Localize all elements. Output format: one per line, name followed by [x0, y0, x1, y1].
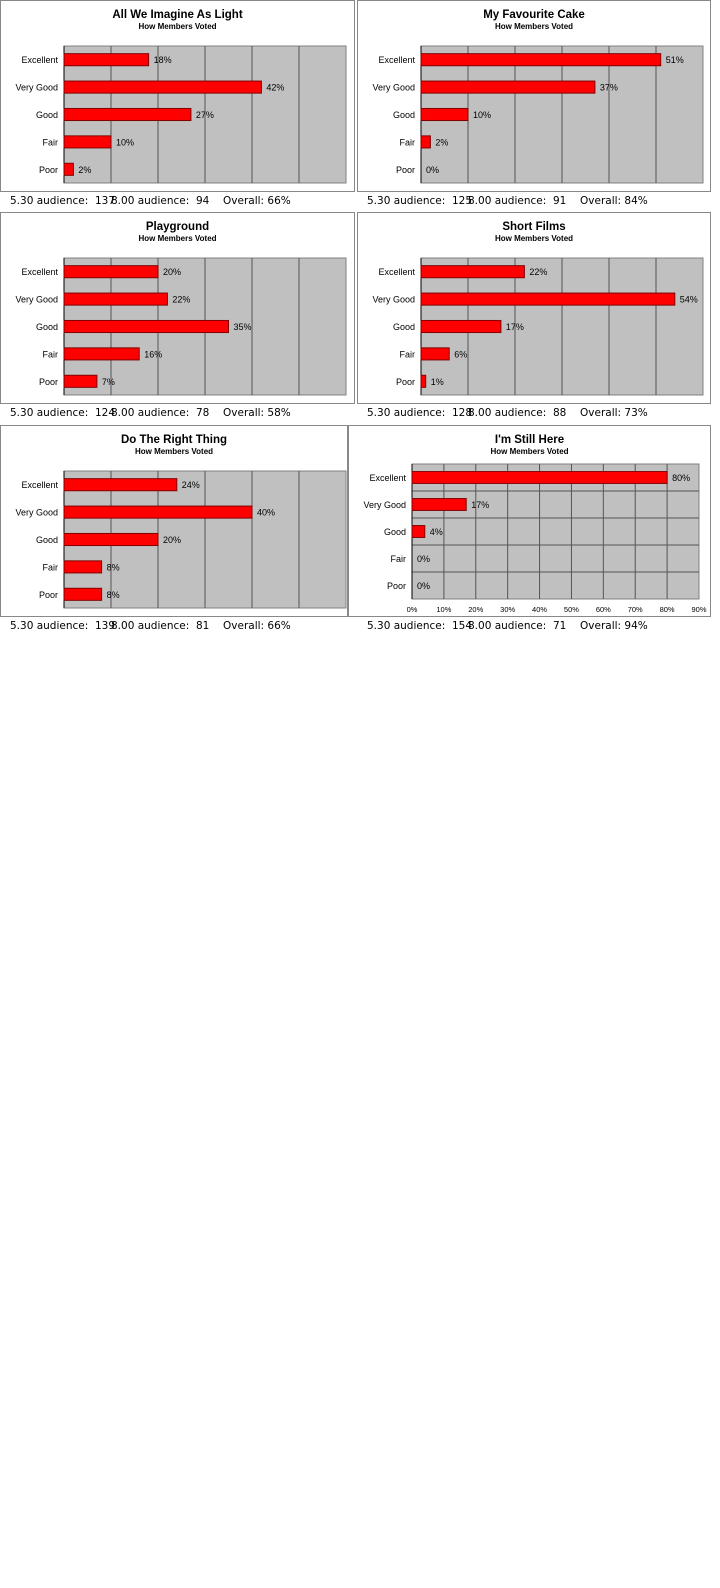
data-label: 27%	[195, 110, 214, 120]
category-label: Excellent	[21, 267, 58, 278]
stat-800	[111, 405, 209, 421]
bar-very-good	[64, 506, 252, 518]
stat-530	[10, 618, 115, 634]
x-tick-label: 40%	[532, 605, 548, 614]
category-label: Poor	[386, 581, 406, 591]
stat-overall-label: Overall:	[580, 407, 622, 419]
stat-800-label: 8.00 audience:	[468, 620, 547, 632]
data-label: 10%	[116, 137, 135, 148]
bar-good	[421, 320, 501, 332]
data-label: 42%	[266, 82, 285, 93]
stat-800-value: 94	[195, 195, 210, 207]
stat-800-label: 8.00 audience:	[111, 407, 190, 419]
stat-800-label: 8.00 audience:	[468, 195, 547, 207]
stat-overall-label: Overall:	[580, 195, 622, 207]
stat-overall-value: 84%	[624, 195, 648, 207]
data-label: 24%	[181, 480, 200, 491]
x-tick-label: 60%	[595, 605, 611, 614]
bar-fair	[421, 348, 449, 360]
bar-fair	[64, 561, 102, 573]
stat-overall-label: Overall:	[223, 195, 265, 207]
bar-very-good	[64, 293, 167, 305]
stat-800	[468, 618, 566, 634]
stat-800	[468, 405, 566, 421]
category-label: Excellent	[378, 55, 415, 66]
x-tick-label: 90%	[691, 605, 707, 614]
category-label: Fair	[42, 349, 58, 360]
data-label: 80%	[672, 473, 691, 483]
stat-530-value: 137	[94, 195, 116, 207]
bar-very-good	[421, 293, 675, 305]
plot-area	[412, 464, 699, 599]
category-label: Good	[35, 322, 58, 332]
data-label: 22%	[172, 294, 191, 305]
category-label: Poor	[38, 376, 58, 387]
data-label: 1%	[430, 376, 444, 387]
bar-fair	[64, 348, 139, 360]
category-label: Good	[35, 535, 58, 545]
data-label: 20%	[163, 267, 182, 278]
stat-overall-label: Overall:	[223, 407, 265, 419]
bar-fair	[421, 136, 430, 148]
chart-short-films	[357, 212, 711, 404]
data-label: 35%	[233, 322, 252, 332]
data-label: 40%	[257, 507, 276, 518]
x-tick-label: 0%	[406, 605, 418, 614]
data-label: 16%	[144, 349, 163, 360]
bar-excellent	[421, 54, 661, 66]
bar-very-good	[412, 499, 466, 511]
bar-excellent	[64, 266, 158, 278]
data-label: 7%	[101, 376, 115, 387]
stat-800-value: 78	[195, 407, 210, 419]
data-label: 54%	[679, 294, 698, 305]
stat-800	[468, 193, 566, 209]
stat-overall	[223, 618, 291, 634]
category-label: Very Good	[363, 500, 406, 510]
data-label: 0%	[417, 554, 431, 564]
bar-poor	[64, 588, 102, 600]
stat-530-value: 139	[94, 620, 116, 632]
data-label: 51%	[665, 55, 684, 66]
stat-800-value: 88	[552, 407, 567, 419]
data-label: 0%	[426, 164, 440, 175]
category-label: Excellent	[369, 473, 406, 483]
bar-very-good	[421, 81, 595, 93]
chart-im-still-here	[348, 425, 711, 617]
stat-530	[367, 193, 472, 209]
data-label: 4%	[429, 527, 443, 537]
stat-530	[10, 193, 115, 209]
chart-playground	[0, 212, 355, 404]
stat-530	[367, 405, 472, 421]
stat-530-label: 5.30 audience:	[367, 195, 446, 207]
bar-good	[412, 526, 425, 538]
stat-530-value: 128	[451, 407, 473, 419]
chart-subtitle: How Members Voted	[490, 447, 569, 456]
category-label: Very Good	[15, 294, 58, 305]
x-tick-label: 30%	[500, 605, 516, 614]
bar-poor	[64, 375, 97, 387]
stat-overall	[223, 193, 291, 209]
bar-excellent	[64, 54, 149, 66]
chart-title: Do The Right Thing	[120, 434, 228, 446]
x-tick-label: 20%	[468, 605, 484, 614]
category-label: Good	[383, 527, 406, 537]
category-label: Very Good	[372, 82, 415, 93]
chart-title: Short Films	[502, 221, 566, 233]
audience-stats	[367, 405, 648, 421]
x-tick-label: 70%	[627, 605, 643, 614]
stat-530-value: 125	[451, 195, 473, 207]
bar-poor	[64, 163, 73, 175]
bar-poor	[421, 375, 426, 387]
category-label: Poor	[38, 589, 58, 600]
bar-good	[64, 108, 191, 120]
stat-overall-label: Overall:	[223, 620, 265, 632]
stat-overall-label: Overall:	[580, 620, 622, 632]
stat-530-label: 5.30 audience:	[10, 620, 89, 632]
category-label: Poor	[38, 164, 58, 175]
bar-excellent	[421, 266, 524, 278]
stat-530-value: 154	[451, 620, 473, 632]
category-label: Poor	[395, 376, 415, 387]
chart-subtitle: How Members Voted	[138, 234, 217, 243]
stat-530-label: 5.30 audience:	[10, 407, 89, 419]
category-label: Fair	[399, 349, 415, 360]
stat-800	[111, 193, 209, 209]
bar-fair	[64, 136, 111, 148]
data-label: 17%	[505, 322, 524, 332]
stat-530-label: 5.30 audience:	[10, 195, 89, 207]
category-label: Good	[392, 322, 415, 332]
category-label: Fair	[390, 554, 406, 564]
stat-overall-value: 94%	[624, 620, 648, 632]
audience-stats	[10, 193, 291, 209]
category-label: Excellent	[378, 267, 415, 278]
category-label: Fair	[42, 137, 58, 148]
stat-530-value: 124	[94, 407, 116, 419]
stat-800-label: 8.00 audience:	[468, 407, 547, 419]
bar-good	[64, 533, 158, 545]
stat-800	[111, 618, 209, 634]
data-label: 0%	[417, 581, 431, 591]
category-label: Very Good	[15, 507, 58, 518]
chart-title: My Favourite Cake	[483, 9, 585, 21]
category-label: Very Good	[15, 82, 58, 93]
chart-my-favourite-cake	[357, 0, 711, 192]
x-tick-label: 80%	[659, 605, 675, 614]
data-label: 6%	[454, 349, 468, 360]
stat-530	[10, 405, 115, 421]
stat-800-label: 8.00 audience:	[111, 195, 190, 207]
category-label: Very Good	[372, 294, 415, 305]
bar-good	[421, 108, 468, 120]
stat-800-value: 71	[552, 620, 567, 632]
category-label: Good	[35, 110, 58, 120]
chart-subtitle: How Members Voted	[134, 447, 214, 456]
stat-overall-value: 58%	[267, 407, 291, 419]
audience-stats	[367, 618, 648, 634]
chart-do-the-right-thing	[0, 425, 348, 617]
stat-800-label: 8.00 audience:	[111, 620, 190, 632]
stat-overall-value: 73%	[624, 407, 648, 419]
audience-stats	[10, 405, 291, 421]
audience-stats	[367, 193, 648, 209]
x-tick-label: 50%	[563, 605, 579, 614]
bar-good	[64, 320, 229, 332]
stat-overall	[223, 405, 291, 421]
x-tick-label: 10%	[436, 605, 452, 614]
chart-title: Playground	[145, 221, 210, 233]
data-label: 2%	[78, 164, 92, 175]
chart-subtitle: How Members Voted	[494, 234, 574, 243]
stat-530-label: 5.30 audience:	[367, 407, 446, 419]
data-label: 37%	[599, 82, 618, 93]
chart-subtitle: How Members Voted	[138, 22, 217, 31]
stat-overall	[580, 193, 648, 209]
data-label: 18%	[153, 55, 172, 66]
category-label: Fair	[42, 562, 58, 573]
stat-overall-value: 66%	[267, 620, 291, 632]
stat-overall-value: 66%	[267, 195, 291, 207]
stat-800-value: 91	[552, 195, 567, 207]
category-label: Excellent	[21, 480, 58, 491]
data-label: 8%	[106, 562, 120, 573]
stat-overall	[580, 405, 648, 421]
data-label: 10%	[473, 110, 492, 120]
chart-all-we-imagine-as-light	[0, 0, 355, 192]
category-label: Fair	[399, 137, 415, 148]
category-label: Good	[392, 110, 415, 120]
data-label: 2%	[435, 137, 449, 148]
category-label: Excellent	[21, 55, 58, 66]
data-label: 22%	[529, 267, 548, 278]
chart-title: I'm Still Here	[494, 434, 565, 446]
data-label: 17%	[471, 500, 490, 510]
bar-very-good	[64, 81, 261, 93]
stat-800-value: 81	[195, 620, 210, 632]
category-label: Poor	[395, 164, 415, 175]
data-label: 8%	[106, 589, 120, 600]
bar-excellent	[64, 479, 177, 491]
stat-530-label: 5.30 audience:	[367, 620, 446, 632]
chart-subtitle: How Members Voted	[494, 22, 574, 31]
bar-excellent	[412, 472, 667, 484]
stat-530	[367, 618, 472, 634]
stat-overall	[580, 618, 648, 634]
data-label: 20%	[163, 535, 182, 545]
chart-title: All We Imagine As Light	[112, 9, 243, 21]
audience-stats	[10, 618, 291, 634]
